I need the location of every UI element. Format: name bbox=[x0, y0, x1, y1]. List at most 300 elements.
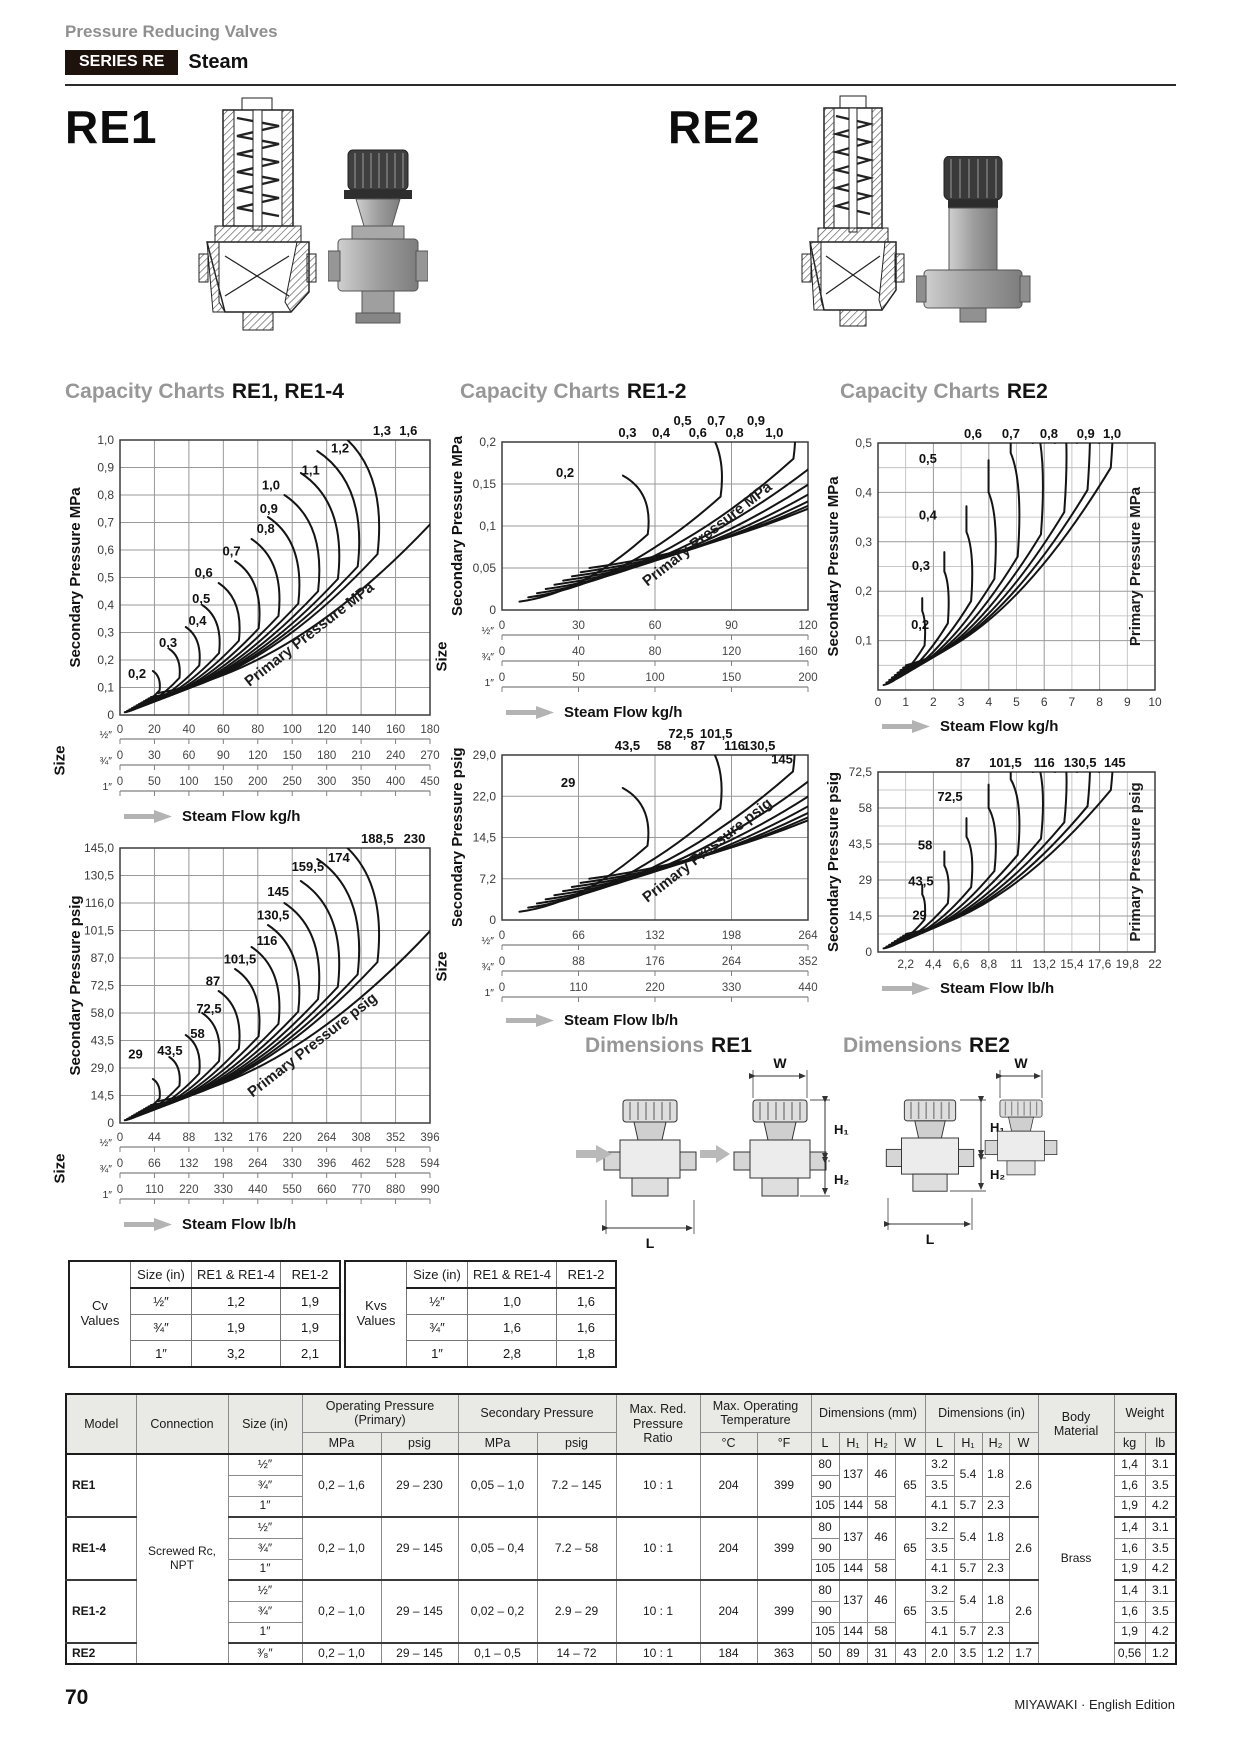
svg-text:0,4: 0,4 bbox=[918, 507, 937, 523]
spec-header-cell: Dimensions (mm) bbox=[811, 1394, 925, 1432]
spec-cell: 1″ bbox=[228, 1622, 302, 1643]
spec-cell: ½″ bbox=[228, 1580, 302, 1601]
svg-text:15,4: 15,4 bbox=[1060, 957, 1084, 971]
spec-cell: 204 bbox=[700, 1580, 757, 1643]
svg-text:0,7: 0,7 bbox=[1001, 426, 1020, 441]
svg-text:0,5: 0,5 bbox=[673, 416, 692, 428]
re2-dimensions-drawing bbox=[868, 1058, 1058, 1258]
svg-text:1,1: 1,1 bbox=[301, 462, 320, 478]
spec-cell: 2.9 – 29 bbox=[537, 1580, 616, 1643]
svg-text:58: 58 bbox=[917, 837, 933, 853]
spec-header-cell: Dimensions (in) bbox=[925, 1394, 1038, 1432]
svg-text:352: 352 bbox=[385, 1132, 406, 1144]
spec-cell: 1.2 bbox=[1145, 1643, 1176, 1664]
spec-cell: 1,4 bbox=[1114, 1517, 1145, 1538]
svg-text:¾″: ¾″ bbox=[99, 1163, 112, 1175]
svg-text:72,5: 72,5 bbox=[848, 765, 872, 779]
spec-cell: 144 bbox=[839, 1496, 867, 1517]
spec-cell: ¾″ bbox=[228, 1601, 302, 1622]
spec-cell: 7.2 – 145 bbox=[537, 1454, 616, 1517]
svg-text:200: 200 bbox=[798, 672, 818, 684]
svg-text:0,1: 0,1 bbox=[855, 633, 872, 648]
svg-text:130,5: 130,5 bbox=[256, 907, 290, 923]
capacity-chart-re12-kgh bbox=[448, 416, 820, 621]
svg-text:110: 110 bbox=[145, 1184, 164, 1196]
svg-text:10: 10 bbox=[1148, 695, 1162, 709]
svg-text:0: 0 bbox=[865, 945, 872, 959]
svg-text:0,3: 0,3 bbox=[618, 425, 637, 440]
svg-text:116: 116 bbox=[256, 932, 278, 948]
spec-cell: RE2 bbox=[66, 1643, 136, 1664]
svg-text:132: 132 bbox=[645, 930, 665, 942]
section-title-capacity-re1 bbox=[65, 380, 344, 404]
svg-text:¾″: ¾″ bbox=[99, 755, 112, 767]
cell: 2,8 bbox=[468, 1341, 557, 1368]
svg-text:0,3: 0,3 bbox=[911, 557, 930, 573]
capacity-chart-re1-lbh bbox=[66, 822, 442, 1134]
svg-text:66: 66 bbox=[572, 930, 585, 942]
cell: 1,6 bbox=[557, 1288, 617, 1315]
spec-header-cell: Weight bbox=[1114, 1394, 1176, 1432]
svg-text:¾″: ¾″ bbox=[481, 651, 494, 663]
cell: 1,9 bbox=[192, 1315, 281, 1341]
flow-arrow-icon bbox=[506, 704, 556, 720]
svg-text:29: 29 bbox=[560, 775, 576, 791]
specification-table bbox=[65, 1393, 1177, 1665]
svg-text:Secondary Pressure MPa: Secondary Pressure MPa bbox=[825, 476, 842, 657]
svg-text:240: 240 bbox=[385, 750, 406, 762]
svg-text:0,3: 0,3 bbox=[159, 634, 178, 650]
flow-scales-re12-kgh bbox=[448, 618, 820, 696]
spec-cell: 1,6 bbox=[1114, 1475, 1145, 1496]
spec-cell: 1,4 bbox=[1114, 1580, 1145, 1601]
svg-text:116: 116 bbox=[724, 738, 746, 753]
spec-cell: 80 bbox=[811, 1517, 839, 1538]
svg-text:87: 87 bbox=[955, 755, 971, 770]
svg-text:Primary Pressure psig: Primary Pressure psig bbox=[1126, 782, 1144, 942]
svg-text:130,5: 130,5 bbox=[83, 868, 114, 883]
re2-photo-illustration bbox=[916, 156, 1031, 336]
svg-text:150: 150 bbox=[282, 750, 302, 762]
spec-cell: 3.2 bbox=[925, 1454, 954, 1475]
svg-text:101,5: 101,5 bbox=[83, 923, 114, 938]
spec-header-cell: H₁ bbox=[839, 1432, 867, 1454]
spec-cell: 10 : 1 bbox=[616, 1517, 700, 1580]
spec-cell: 4.2 bbox=[1145, 1559, 1176, 1580]
spec-header-cell: Size (in) bbox=[228, 1394, 302, 1454]
svg-text:1,0: 1,0 bbox=[1103, 426, 1122, 441]
spec-cell: 43 bbox=[895, 1643, 925, 1664]
svg-text:58: 58 bbox=[656, 738, 672, 753]
svg-text:0,15: 0,15 bbox=[472, 477, 496, 491]
spec-header-cell: kg bbox=[1114, 1432, 1145, 1454]
size-axis-label: Size bbox=[51, 745, 69, 776]
svg-text:7: 7 bbox=[1068, 695, 1076, 709]
svg-text:330: 330 bbox=[213, 1184, 233, 1196]
spec-cell: 0,2 – 1,0 bbox=[302, 1643, 381, 1664]
spec-cell: 2.3 bbox=[982, 1559, 1009, 1580]
spec-cell: 5.4 bbox=[954, 1580, 982, 1622]
svg-text:Primary Pressure MPa: Primary Pressure MPa bbox=[241, 578, 378, 691]
spec-cell: 1″ bbox=[228, 1559, 302, 1580]
product-title-re2: RE2 bbox=[668, 101, 761, 153]
spec-cell: 0,2 – 1,0 bbox=[302, 1580, 381, 1643]
spec-cell: 65 bbox=[895, 1580, 925, 1643]
spec-cell: 1,4 bbox=[1114, 1454, 1145, 1475]
svg-text:0,6: 0,6 bbox=[97, 543, 114, 557]
dim-label-h2: H₂ bbox=[990, 1167, 1006, 1182]
spec-cell: 204 bbox=[700, 1454, 757, 1517]
flow-axis-label-re12-kgh: Steam Flow kg/h bbox=[506, 702, 682, 722]
capacity-chart-re1-kgh bbox=[66, 414, 442, 726]
svg-text:½″: ½″ bbox=[99, 729, 112, 741]
series-header bbox=[65, 50, 248, 75]
spec-cell: 89 bbox=[839, 1643, 867, 1664]
svg-text:250: 250 bbox=[282, 776, 302, 788]
spec-cell: 1,6 bbox=[1114, 1601, 1145, 1622]
svg-text:0,2: 0,2 bbox=[479, 435, 496, 449]
svg-text:210: 210 bbox=[351, 750, 371, 762]
svg-text:308: 308 bbox=[351, 1132, 371, 1144]
svg-text:0,5: 0,5 bbox=[192, 591, 211, 607]
svg-text:13,2: 13,2 bbox=[1032, 957, 1056, 971]
edition-note: MIYAWAKI · English Edition bbox=[1014, 1697, 1175, 1712]
spec-cell: 2.3 bbox=[982, 1496, 1009, 1517]
spec-cell: 0,2 – 1,0 bbox=[302, 1517, 381, 1580]
svg-text:120: 120 bbox=[721, 646, 742, 658]
spec-cell: 3.1 bbox=[1145, 1454, 1176, 1475]
svg-text:72,5: 72,5 bbox=[196, 1001, 222, 1016]
spec-cell: 3.1 bbox=[1145, 1580, 1176, 1601]
spec-header-cell: lb bbox=[1145, 1432, 1176, 1454]
svg-text:550: 550 bbox=[282, 1184, 302, 1196]
svg-text:2: 2 bbox=[930, 695, 937, 709]
spec-cell: 4.1 bbox=[925, 1622, 954, 1643]
svg-text:220: 220 bbox=[179, 1184, 199, 1196]
spec-cell: 1.8 bbox=[982, 1580, 1009, 1622]
svg-text:200: 200 bbox=[248, 776, 268, 788]
svg-text:101,5: 101,5 bbox=[989, 755, 1022, 770]
svg-text:1″: 1″ bbox=[102, 1189, 112, 1201]
svg-text:60: 60 bbox=[182, 750, 196, 762]
spec-cell: 0,1 – 0,5 bbox=[458, 1643, 537, 1664]
cell: 1,8 bbox=[557, 1341, 617, 1368]
spec-cell: 14 – 72 bbox=[537, 1643, 616, 1664]
cell: ½″ bbox=[131, 1288, 192, 1315]
svg-text:330: 330 bbox=[282, 1158, 302, 1170]
svg-text:0: 0 bbox=[498, 646, 506, 658]
svg-text:396: 396 bbox=[420, 1132, 440, 1144]
page-eyebrow: Pressure Reducing Valves bbox=[65, 22, 278, 41]
capacity-chart-re2-lbh bbox=[824, 746, 1167, 979]
svg-text:0,5: 0,5 bbox=[97, 570, 114, 585]
section-title-prefix: Dimensions bbox=[585, 1034, 705, 1057]
svg-text:0,4: 0,4 bbox=[652, 425, 671, 440]
svg-text:0,8: 0,8 bbox=[1039, 426, 1058, 441]
svg-text:220: 220 bbox=[645, 982, 665, 994]
spec-header-cell: W bbox=[1009, 1432, 1038, 1454]
svg-text:0,7: 0,7 bbox=[707, 416, 726, 428]
section-title-model: RE1 bbox=[711, 1034, 752, 1057]
svg-text:88: 88 bbox=[572, 956, 585, 968]
cell: 1,6 bbox=[468, 1315, 557, 1341]
spec-cell: 29 – 145 bbox=[381, 1580, 458, 1643]
cell: ¾″ bbox=[407, 1315, 468, 1341]
svg-text:87: 87 bbox=[205, 973, 221, 989]
svg-text:145: 145 bbox=[267, 884, 289, 900]
spec-cell: 399 bbox=[757, 1580, 811, 1643]
spec-header-cell: L bbox=[811, 1432, 839, 1454]
header-divider bbox=[65, 84, 1176, 86]
spec-cell: 58 bbox=[867, 1622, 895, 1643]
spec-cell: 4.1 bbox=[925, 1496, 954, 1517]
svg-text:0,1: 0,1 bbox=[97, 680, 114, 695]
flow-arrow-icon bbox=[506, 1012, 556, 1028]
svg-text:60: 60 bbox=[216, 724, 230, 736]
svg-text:528: 528 bbox=[385, 1158, 406, 1170]
svg-text:43,5: 43,5 bbox=[614, 738, 641, 753]
svg-text:300: 300 bbox=[317, 776, 337, 788]
svg-text:120: 120 bbox=[798, 620, 818, 632]
spec-cell: 2.6 bbox=[1009, 1454, 1038, 1517]
dim-label-h1: H₁ bbox=[834, 1122, 849, 1137]
flow-axis-label-re2-kgh: Steam Flow kg/h bbox=[882, 716, 1058, 736]
spec-header-cell: Model bbox=[66, 1394, 136, 1454]
dim-label-w: W bbox=[1014, 1058, 1028, 1071]
spec-header-cell: MPa bbox=[302, 1432, 381, 1454]
svg-text:29: 29 bbox=[128, 1046, 143, 1062]
spec-cell: ¾″ bbox=[228, 1538, 302, 1559]
svg-text:0,2: 0,2 bbox=[911, 616, 930, 632]
spec-cell: 3.5 bbox=[925, 1538, 954, 1559]
svg-text:990: 990 bbox=[420, 1184, 440, 1196]
spec-cell: 0,05 – 0,4 bbox=[458, 1517, 537, 1580]
svg-text:130,5: 130,5 bbox=[742, 738, 776, 753]
svg-text:0,7: 0,7 bbox=[222, 543, 241, 559]
size-axis-label: Size bbox=[51, 1153, 69, 1184]
svg-text:174: 174 bbox=[328, 849, 350, 865]
spec-cell: 58 bbox=[867, 1496, 895, 1517]
svg-text:40: 40 bbox=[182, 724, 196, 736]
svg-text:264: 264 bbox=[721, 956, 742, 968]
column-header: Size (in) bbox=[131, 1261, 192, 1288]
svg-text:0: 0 bbox=[116, 1158, 124, 1170]
dim-label-h1: H₁ bbox=[990, 1120, 1005, 1135]
section-title-model: RE1-2 bbox=[626, 380, 687, 403]
svg-text:100: 100 bbox=[179, 776, 199, 788]
svg-text:120: 120 bbox=[248, 750, 268, 762]
cv-kvs-tables bbox=[68, 1260, 617, 1368]
re1-cross-section-illustration bbox=[185, 96, 330, 341]
svg-text:176: 176 bbox=[645, 956, 665, 968]
svg-text:0,2: 0,2 bbox=[555, 464, 575, 480]
re2-cross-section-illustration bbox=[798, 94, 908, 339]
svg-text:180: 180 bbox=[420, 724, 440, 736]
svg-text:0: 0 bbox=[489, 603, 496, 616]
svg-text:0,2: 0,2 bbox=[855, 584, 872, 599]
svg-text:72,5: 72,5 bbox=[668, 729, 694, 741]
re1-dimensions-drawing bbox=[572, 1058, 857, 1258]
spec-cell: 2.6 bbox=[1009, 1517, 1038, 1580]
svg-text:5: 5 bbox=[1013, 695, 1020, 709]
spec-header-cell: °F bbox=[757, 1432, 811, 1454]
spec-cell: 46 bbox=[867, 1580, 895, 1622]
spec-cell: 80 bbox=[811, 1454, 839, 1475]
svg-text:88: 88 bbox=[182, 1132, 196, 1144]
svg-text:3: 3 bbox=[957, 695, 965, 709]
svg-text:0,8: 0,8 bbox=[725, 425, 744, 440]
svg-text:100: 100 bbox=[645, 672, 665, 684]
cell: 1,2 bbox=[192, 1288, 281, 1315]
svg-text:594: 594 bbox=[420, 1158, 440, 1170]
spec-cell: 5.4 bbox=[954, 1454, 982, 1496]
spec-cell: 4.1 bbox=[925, 1559, 954, 1580]
svg-text:132: 132 bbox=[179, 1158, 199, 1170]
svg-text:2,2: 2,2 bbox=[897, 957, 915, 971]
spec-cell: 3.1 bbox=[1145, 1517, 1176, 1538]
section-title-prefix: Capacity Charts bbox=[460, 380, 620, 403]
svg-text:43,5: 43,5 bbox=[90, 1033, 114, 1048]
size-axis-label: Size bbox=[433, 951, 451, 982]
svg-text:0: 0 bbox=[498, 930, 506, 942]
values-group-label: Kvs Values bbox=[345, 1261, 407, 1367]
svg-text:1″: 1″ bbox=[484, 677, 494, 689]
spec-cell: 1,9 bbox=[1114, 1496, 1145, 1517]
spec-header-cell: °C bbox=[700, 1432, 757, 1454]
section-title-prefix: Dimensions bbox=[843, 1034, 963, 1057]
spec-header-cell: H₁ bbox=[954, 1432, 982, 1454]
svg-text:198: 198 bbox=[721, 930, 742, 942]
spec-cell: 5.4 bbox=[954, 1517, 982, 1559]
spec-cell: 137 bbox=[839, 1580, 867, 1622]
capacity-chart-re2-kgh bbox=[824, 417, 1167, 717]
cv-values-table bbox=[68, 1260, 341, 1368]
flow-out-arrow bbox=[700, 1145, 730, 1163]
spec-cell: 65 bbox=[895, 1454, 925, 1517]
svg-text:½″: ½″ bbox=[99, 1137, 112, 1149]
svg-text:120: 120 bbox=[317, 724, 337, 736]
flow-axis-label-re1-kgh: Steam Flow kg/h bbox=[124, 806, 300, 826]
svg-text:4: 4 bbox=[985, 695, 993, 709]
spec-cell: 29 – 145 bbox=[381, 1517, 458, 1580]
svg-text:14,5: 14,5 bbox=[90, 1088, 114, 1103]
svg-text:0,3: 0,3 bbox=[855, 534, 872, 549]
spec-header-cell: Secondary Pressure bbox=[458, 1394, 616, 1432]
svg-text:0,5: 0,5 bbox=[855, 436, 872, 450]
svg-text:14,5: 14,5 bbox=[472, 830, 496, 845]
cell: 1,9 bbox=[281, 1288, 341, 1315]
section-title-prefix: Capacity Charts bbox=[840, 380, 1000, 403]
spec-header-cell: psig bbox=[537, 1432, 616, 1454]
flow-scales-re1-kgh bbox=[66, 722, 442, 800]
spec-cell: 3.5 bbox=[1145, 1475, 1176, 1496]
cell: 1″ bbox=[131, 1341, 192, 1368]
section-title-model: RE2 bbox=[969, 1034, 1010, 1057]
svg-text:66: 66 bbox=[148, 1158, 161, 1170]
column-header: RE1-2 bbox=[557, 1261, 617, 1288]
svg-text:0: 0 bbox=[874, 695, 882, 709]
svg-text:100: 100 bbox=[282, 724, 302, 736]
spec-cell: 29 – 145 bbox=[381, 1643, 458, 1664]
cell: 2,1 bbox=[281, 1341, 341, 1368]
svg-text:80: 80 bbox=[251, 724, 265, 736]
spec-cell: 1.8 bbox=[982, 1454, 1009, 1496]
spec-cell: ½″ bbox=[228, 1517, 302, 1538]
svg-text:176: 176 bbox=[248, 1132, 268, 1144]
svg-text:0,9: 0,9 bbox=[97, 460, 114, 475]
spec-header-cell: Max. Red. Pressure Ratio bbox=[616, 1394, 700, 1454]
spec-header-cell: L bbox=[925, 1432, 954, 1454]
flow-arrow-icon bbox=[882, 980, 932, 996]
svg-text:0: 0 bbox=[498, 672, 506, 684]
svg-text:0,4: 0,4 bbox=[97, 598, 114, 612]
spec-cell: 90 bbox=[811, 1601, 839, 1622]
svg-text:116,0: 116,0 bbox=[84, 896, 114, 910]
spec-cell: 65 bbox=[895, 1517, 925, 1580]
svg-text:0: 0 bbox=[116, 1184, 124, 1196]
flow-scales-re12-lbh bbox=[448, 928, 820, 1006]
svg-text:0: 0 bbox=[489, 913, 496, 926]
svg-text:58: 58 bbox=[190, 1025, 205, 1041]
svg-text:0,6: 0,6 bbox=[963, 426, 983, 441]
svg-text:0,4: 0,4 bbox=[188, 612, 207, 628]
svg-text:0,6: 0,6 bbox=[688, 425, 707, 440]
spec-cell: 4.2 bbox=[1145, 1496, 1176, 1517]
spec-header-cell: Operating Pressure (Primary) bbox=[302, 1394, 458, 1432]
svg-text:0: 0 bbox=[116, 750, 124, 762]
spec-cell: 3.5 bbox=[954, 1643, 982, 1664]
svg-text:160: 160 bbox=[798, 646, 818, 658]
size-axis-label: Size bbox=[433, 641, 451, 672]
section-title-capacity-re2 bbox=[840, 380, 1048, 404]
svg-text:0: 0 bbox=[107, 708, 114, 721]
spec-cell: 105 bbox=[811, 1559, 839, 1580]
spec-cell: 2.3 bbox=[982, 1622, 1009, 1643]
svg-text:29: 29 bbox=[858, 873, 872, 887]
svg-text:0: 0 bbox=[498, 620, 506, 632]
svg-text:72,5: 72,5 bbox=[937, 788, 963, 804]
svg-text:Secondary Pressure psig: Secondary Pressure psig bbox=[67, 895, 84, 1076]
section-title-dimensions-re2 bbox=[843, 1034, 1010, 1058]
column-header: RE1 & RE1-4 bbox=[468, 1261, 557, 1288]
section-title-prefix: Capacity Charts bbox=[65, 380, 225, 403]
product-title-re1: RE1 bbox=[65, 101, 158, 153]
svg-text:0,2: 0,2 bbox=[97, 653, 114, 667]
svg-text:Primary Pressure MPa: Primary Pressure MPa bbox=[1126, 486, 1144, 647]
svg-text:1,2: 1,2 bbox=[331, 440, 350, 456]
spec-cell: 144 bbox=[839, 1622, 867, 1643]
spec-cell: 1,6 bbox=[1114, 1538, 1145, 1559]
spec-cell: 137 bbox=[839, 1517, 867, 1559]
spec-cell: 90 bbox=[811, 1475, 839, 1496]
svg-text:230: 230 bbox=[403, 831, 426, 846]
values-group-label: Cv Values bbox=[69, 1261, 131, 1367]
svg-text:180: 180 bbox=[317, 750, 337, 762]
svg-text:396: 396 bbox=[317, 1158, 337, 1170]
column-header: RE1-2 bbox=[281, 1261, 341, 1288]
svg-text:264: 264 bbox=[317, 1132, 337, 1144]
svg-text:Secondary Pressure MPa: Secondary Pressure MPa bbox=[449, 435, 466, 616]
spec-cell: Screwed Rc, NPT bbox=[136, 1454, 228, 1664]
svg-text:9: 9 bbox=[1123, 695, 1131, 709]
svg-text:350: 350 bbox=[351, 776, 371, 788]
spec-cell: 58 bbox=[867, 1559, 895, 1580]
svg-text:80: 80 bbox=[648, 646, 662, 658]
svg-text:0: 0 bbox=[116, 1132, 124, 1144]
svg-text:6,6: 6,6 bbox=[952, 957, 970, 971]
svg-text:8,8: 8,8 bbox=[980, 957, 998, 971]
section-title-model: RE2 bbox=[1006, 380, 1048, 403]
